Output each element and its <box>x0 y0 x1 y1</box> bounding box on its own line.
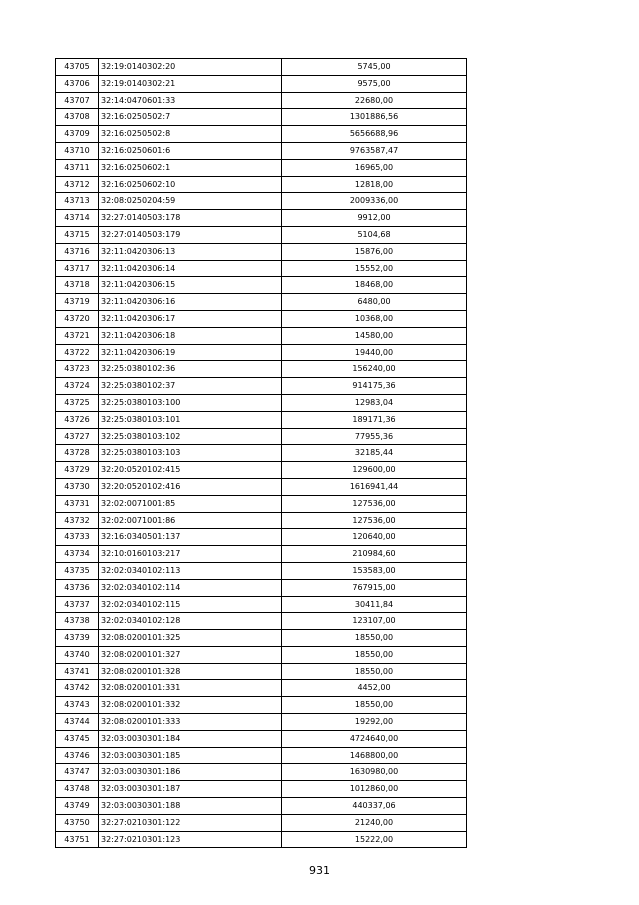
row-number-cell: 43737 <box>56 596 99 613</box>
row-number-cell: 43729 <box>56 462 99 479</box>
cadastral-number-cell: 32:02:0340102:128 <box>99 613 282 630</box>
cadastral-number-cell: 32:03:0030301:188 <box>99 798 282 815</box>
table-row <box>56 697 467 714</box>
row-number-cell: 43748 <box>56 781 99 798</box>
cadastral-number-cell: 32:16:0250502:7 <box>99 109 282 126</box>
row-number-cell: 43724 <box>56 378 99 395</box>
value-cell: 5745,00 <box>282 59 467 76</box>
row-number-cell: 43706 <box>56 75 99 92</box>
row-number-cell: 43708 <box>56 109 99 126</box>
value-cell: 15552,00 <box>282 260 467 277</box>
row-number-cell: 43715 <box>56 226 99 243</box>
value-cell: 22680,00 <box>282 92 467 109</box>
cadastral-number-cell: 32:25:0380103:101 <box>99 411 282 428</box>
row-number-cell: 43742 <box>56 680 99 697</box>
value-cell: 6480,00 <box>282 294 467 311</box>
cadastral-number-cell: 32:03:0030301:186 <box>99 764 282 781</box>
table-row <box>56 92 467 109</box>
row-number-cell: 43722 <box>56 344 99 361</box>
table-row <box>56 294 467 311</box>
value-cell: 767915,00 <box>282 579 467 596</box>
value-cell: 16965,00 <box>282 159 467 176</box>
table-row <box>56 411 467 428</box>
value-cell: 18468,00 <box>282 277 467 294</box>
table-row <box>56 814 467 831</box>
row-number-cell: 43735 <box>56 562 99 579</box>
table-row <box>56 260 467 277</box>
table-row <box>56 680 467 697</box>
cadastral-number-cell: 32:08:0200101:331 <box>99 680 282 697</box>
value-cell: 1630980,00 <box>282 764 467 781</box>
row-number-cell: 43746 <box>56 747 99 764</box>
cadastral-number-cell: 32:08:0200101:332 <box>99 697 282 714</box>
cadastral-number-cell: 32:16:0250602:10 <box>99 176 282 193</box>
table-row <box>56 495 467 512</box>
row-number-cell: 43751 <box>56 831 99 848</box>
row-number-cell: 43720 <box>56 310 99 327</box>
table-row <box>56 210 467 227</box>
cadastral-number-cell: 32:02:0071001:85 <box>99 495 282 512</box>
cadastral-number-cell: 32:02:0071001:86 <box>99 512 282 529</box>
row-number-cell: 43716 <box>56 243 99 260</box>
value-cell: 129600,00 <box>282 462 467 479</box>
table-row <box>56 142 467 159</box>
cadastral-number-cell: 32:25:0380102:36 <box>99 361 282 378</box>
value-cell: 9912,00 <box>282 210 467 227</box>
cadastral-number-cell: 32:02:0340102:115 <box>99 596 282 613</box>
value-cell: 30411,84 <box>282 596 467 613</box>
cadastral-number-cell: 32:20:0520102:416 <box>99 478 282 495</box>
table-row <box>56 730 467 747</box>
table-row <box>56 512 467 529</box>
value-cell: 18550,00 <box>282 646 467 663</box>
value-cell: 9763587,47 <box>282 142 467 159</box>
table-row <box>56 831 467 848</box>
table-row <box>56 109 467 126</box>
table-row <box>56 226 467 243</box>
row-number-cell: 43736 <box>56 579 99 596</box>
row-number-cell: 43734 <box>56 546 99 563</box>
value-cell: 1468800,00 <box>282 747 467 764</box>
table-row <box>56 310 467 327</box>
table-row <box>56 378 467 395</box>
register-table <box>55 58 467 848</box>
row-number-cell: 43733 <box>56 529 99 546</box>
row-number-cell: 43709 <box>56 126 99 143</box>
row-number-cell: 43712 <box>56 176 99 193</box>
cadastral-number-cell: 32:11:0420306:16 <box>99 294 282 311</box>
table-row <box>56 445 467 462</box>
value-cell: 4724640,00 <box>282 730 467 747</box>
value-cell: 2009336,00 <box>282 193 467 210</box>
row-number-cell: 43719 <box>56 294 99 311</box>
table-row <box>56 764 467 781</box>
row-number-cell: 43718 <box>56 277 99 294</box>
table-row <box>56 781 467 798</box>
value-cell: 12983,04 <box>282 394 467 411</box>
table-row <box>56 327 467 344</box>
cadastral-number-cell: 32:25:0380103:102 <box>99 428 282 445</box>
value-cell: 1301886,56 <box>282 109 467 126</box>
value-cell: 4452,00 <box>282 680 467 697</box>
page-number: 931 <box>309 864 330 877</box>
value-cell: 19440,00 <box>282 344 467 361</box>
row-number-cell: 43726 <box>56 411 99 428</box>
cadastral-number-cell: 32:11:0420306:19 <box>99 344 282 361</box>
value-cell: 18550,00 <box>282 663 467 680</box>
row-number-cell: 43739 <box>56 630 99 647</box>
value-cell: 9575,00 <box>282 75 467 92</box>
value-cell: 914175,36 <box>282 378 467 395</box>
cadastral-number-cell: 32:11:0420306:15 <box>99 277 282 294</box>
table-row <box>56 176 467 193</box>
row-number-cell: 43717 <box>56 260 99 277</box>
table-row <box>56 462 467 479</box>
table-row <box>56 478 467 495</box>
cadastral-number-cell: 32:08:0250204:59 <box>99 193 282 210</box>
cadastral-number-cell: 32:11:0420306:18 <box>99 327 282 344</box>
row-number-cell: 43731 <box>56 495 99 512</box>
value-cell: 77955,36 <box>282 428 467 445</box>
cadastral-number-cell: 32:11:0420306:13 <box>99 243 282 260</box>
value-cell: 1012860,00 <box>282 781 467 798</box>
value-cell: 32185,44 <box>282 445 467 462</box>
table-row <box>56 277 467 294</box>
table-row <box>56 243 467 260</box>
value-cell: 127536,00 <box>282 512 467 529</box>
row-number-cell: 43721 <box>56 327 99 344</box>
cadastral-number-cell: 32:19:0140302:21 <box>99 75 282 92</box>
value-cell: 5656688,96 <box>282 126 467 143</box>
table-row <box>56 646 467 663</box>
cadastral-number-cell: 32:03:0030301:185 <box>99 747 282 764</box>
row-number-cell: 43749 <box>56 798 99 815</box>
value-cell: 18550,00 <box>282 697 467 714</box>
cadastral-number-cell: 32:16:0250601:6 <box>99 142 282 159</box>
cadastral-number-cell: 32:08:0200101:325 <box>99 630 282 647</box>
row-number-cell: 43728 <box>56 445 99 462</box>
table-row <box>56 361 467 378</box>
row-number-cell: 43745 <box>56 730 99 747</box>
table-row <box>56 798 467 815</box>
row-number-cell: 43727 <box>56 428 99 445</box>
table-row <box>56 546 467 563</box>
cadastral-number-cell: 32:19:0140302:20 <box>99 59 282 76</box>
cadastral-number-cell: 32:16:0250502:8 <box>99 126 282 143</box>
cadastral-number-cell: 32:25:0380102:37 <box>99 378 282 395</box>
table-row <box>56 714 467 731</box>
cadastral-number-cell: 32:03:0030301:184 <box>99 730 282 747</box>
row-number-cell: 43740 <box>56 646 99 663</box>
row-number-cell: 43750 <box>56 814 99 831</box>
cadastral-number-cell: 32:16:0250602:1 <box>99 159 282 176</box>
value-cell: 21240,00 <box>282 814 467 831</box>
value-cell: 5104,68 <box>282 226 467 243</box>
row-number-cell: 43725 <box>56 394 99 411</box>
cadastral-number-cell: 32:27:0210301:122 <box>99 814 282 831</box>
table-row <box>56 428 467 445</box>
row-number-cell: 43707 <box>56 92 99 109</box>
cadastral-number-cell: 32:27:0210301:123 <box>99 831 282 848</box>
row-number-cell: 43741 <box>56 663 99 680</box>
value-cell: 1616941,44 <box>282 478 467 495</box>
cadastral-number-cell: 32:25:0380103:100 <box>99 394 282 411</box>
table-row <box>56 126 467 143</box>
cadastral-number-cell: 32:02:0340102:114 <box>99 579 282 596</box>
cadastral-number-cell: 32:11:0420306:17 <box>99 310 282 327</box>
row-number-cell: 43730 <box>56 478 99 495</box>
cadastral-number-cell: 32:25:0380103:103 <box>99 445 282 462</box>
cadastral-number-cell: 32:11:0420306:14 <box>99 260 282 277</box>
row-number-cell: 43713 <box>56 193 99 210</box>
cadastral-number-cell: 32:10:0160103:217 <box>99 546 282 563</box>
value-cell: 15876,00 <box>282 243 467 260</box>
row-number-cell: 43743 <box>56 697 99 714</box>
cadastral-number-cell: 32:27:0140503:179 <box>99 226 282 243</box>
table-row <box>56 596 467 613</box>
value-cell: 12818,00 <box>282 176 467 193</box>
value-cell: 15222,00 <box>282 831 467 848</box>
row-number-cell: 43714 <box>56 210 99 227</box>
cadastral-number-cell: 32:03:0030301:187 <box>99 781 282 798</box>
table-row <box>56 193 467 210</box>
row-number-cell: 43705 <box>56 59 99 76</box>
cadastral-number-cell: 32:02:0340102:113 <box>99 562 282 579</box>
value-cell: 123107,00 <box>282 613 467 630</box>
table-row <box>56 159 467 176</box>
row-number-cell: 43710 <box>56 142 99 159</box>
table-row <box>56 75 467 92</box>
cadastral-number-cell: 32:14:0470601:33 <box>99 92 282 109</box>
table-row <box>56 59 467 76</box>
value-cell: 127536,00 <box>282 495 467 512</box>
value-cell: 189171,36 <box>282 411 467 428</box>
cadastral-number-cell: 32:16:0340501:137 <box>99 529 282 546</box>
table-row <box>56 529 467 546</box>
value-cell: 10368,00 <box>282 310 467 327</box>
table-row <box>56 344 467 361</box>
value-cell: 156240,00 <box>282 361 467 378</box>
row-number-cell: 43747 <box>56 764 99 781</box>
value-cell: 18550,00 <box>282 630 467 647</box>
row-number-cell: 43744 <box>56 714 99 731</box>
cadastral-number-cell: 32:08:0200101:327 <box>99 646 282 663</box>
cadastral-number-cell: 32:27:0140503:178 <box>99 210 282 227</box>
value-cell: 440337,06 <box>282 798 467 815</box>
row-number-cell: 43711 <box>56 159 99 176</box>
table-row <box>56 394 467 411</box>
value-cell: 120640,00 <box>282 529 467 546</box>
row-number-cell: 43732 <box>56 512 99 529</box>
value-cell: 153583,00 <box>282 562 467 579</box>
table-row <box>56 747 467 764</box>
table-row <box>56 562 467 579</box>
value-cell: 210984,60 <box>282 546 467 563</box>
cadastral-number-cell: 32:08:0200101:328 <box>99 663 282 680</box>
table-row <box>56 579 467 596</box>
value-cell: 14580,00 <box>282 327 467 344</box>
register-table-body <box>56 59 467 848</box>
row-number-cell: 43723 <box>56 361 99 378</box>
cadastral-number-cell: 32:08:0200101:333 <box>99 714 282 731</box>
cadastral-number-cell: 32:20:0520102:415 <box>99 462 282 479</box>
table-row <box>56 613 467 630</box>
row-number-cell: 43738 <box>56 613 99 630</box>
table-row <box>56 630 467 647</box>
table-row <box>56 663 467 680</box>
value-cell: 19292,00 <box>282 714 467 731</box>
